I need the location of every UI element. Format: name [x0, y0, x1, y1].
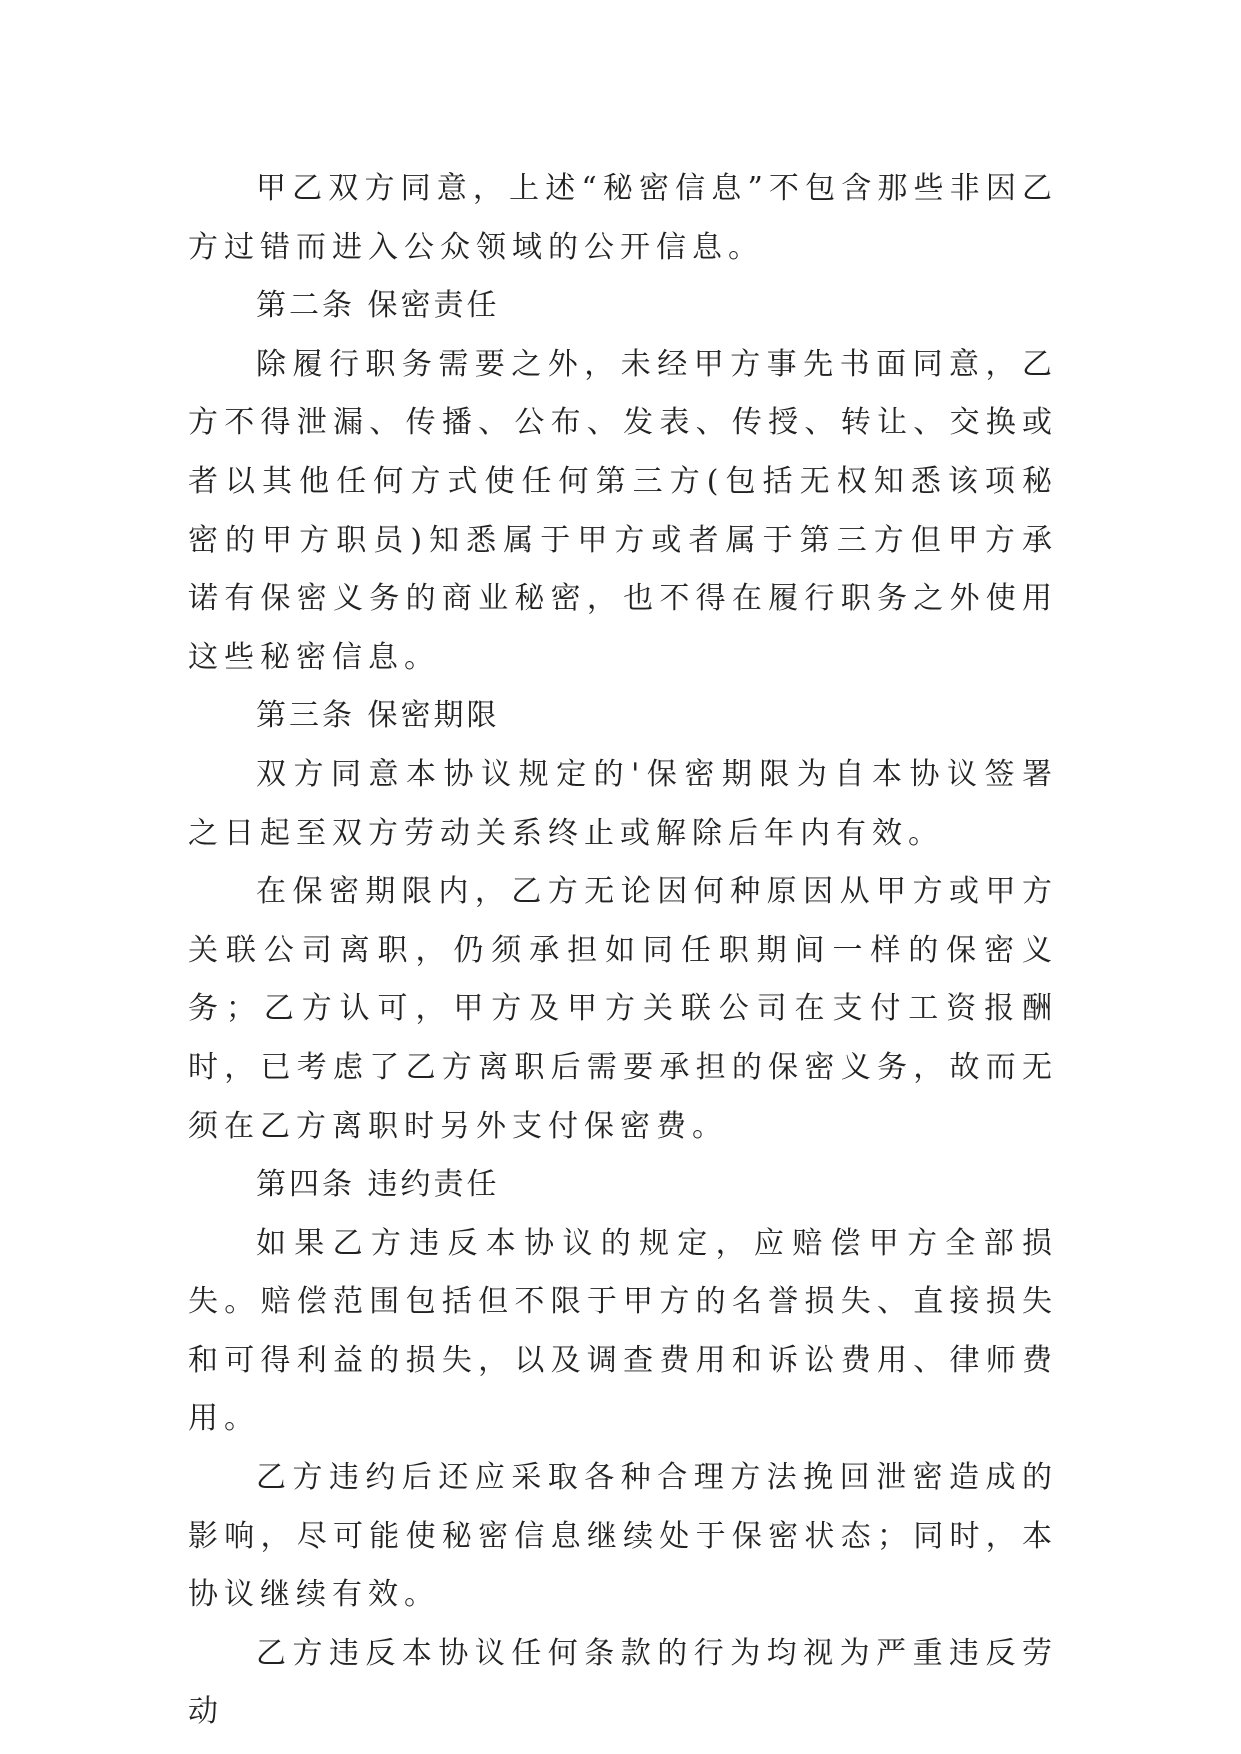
paragraph-confidentiality-period: 双方同意本协议规定的'保密期限为自本协议签署之日起至双方劳动关系终止或解除后年内有效。	[188, 756, 1058, 851]
paragraph-post-employment-duty: 在保密期限内，乙方无论因何种原因从甲方或甲方关联公司离职，仍须承担如同任职期间一样的保密义务；乙方认可，甲方及甲方关联公司在支付工资报酬时，已考虑了乙方离职后需要承担的保密义务，故而无须在乙方离职时另外支付保密费。	[188, 874, 1058, 1144]
heading-article-4: 第四条 违约责任	[256, 1167, 500, 1203]
paragraph-public-info-exclusion: 甲乙双方同意，上述“秘密信息”不包含那些非因乙方过错而进入公众领域的公开信息。	[188, 171, 1058, 265]
paragraph-serious-violation: 乙方违反本协议任何条款的行为均视为严重违反劳动	[188, 1635, 1058, 1730]
heading-article-3: 第三条 保密期限	[256, 698, 500, 734]
document-body	[188, 160, 1058, 1742]
paragraph-compensation: 如果乙方违反本协议的规定，应赔偿甲方全部损失。赔偿范围包括但不限于甲方的名誉损失、直接损失和可得利益的损失，以及调查费用和诉讼费用、律师费用。	[188, 1225, 1058, 1437]
paragraph-remedial-measures: 乙方违约后还应采取各种合理方法挽回泄密造成的影响，尽可能使秘密信息继续处于保密状态；同时，本协议继续有效。	[188, 1460, 1058, 1613]
paragraph-confidentiality-duty: 除履行职务需要之外，未经甲方事先书面同意，乙方不得泄漏、传播、公布、发表、传授、转让、交换或者以其他任何方式使任何第三方(包括无权知悉该项秘密的甲方职员)知悉属于甲方或者属于第三方但甲方承诺有保密义务的商业秘密，也不得在履行职务之外使用这些秘密信息。	[188, 346, 1058, 675]
heading-article-2: 第二条 保密责任	[256, 288, 500, 324]
